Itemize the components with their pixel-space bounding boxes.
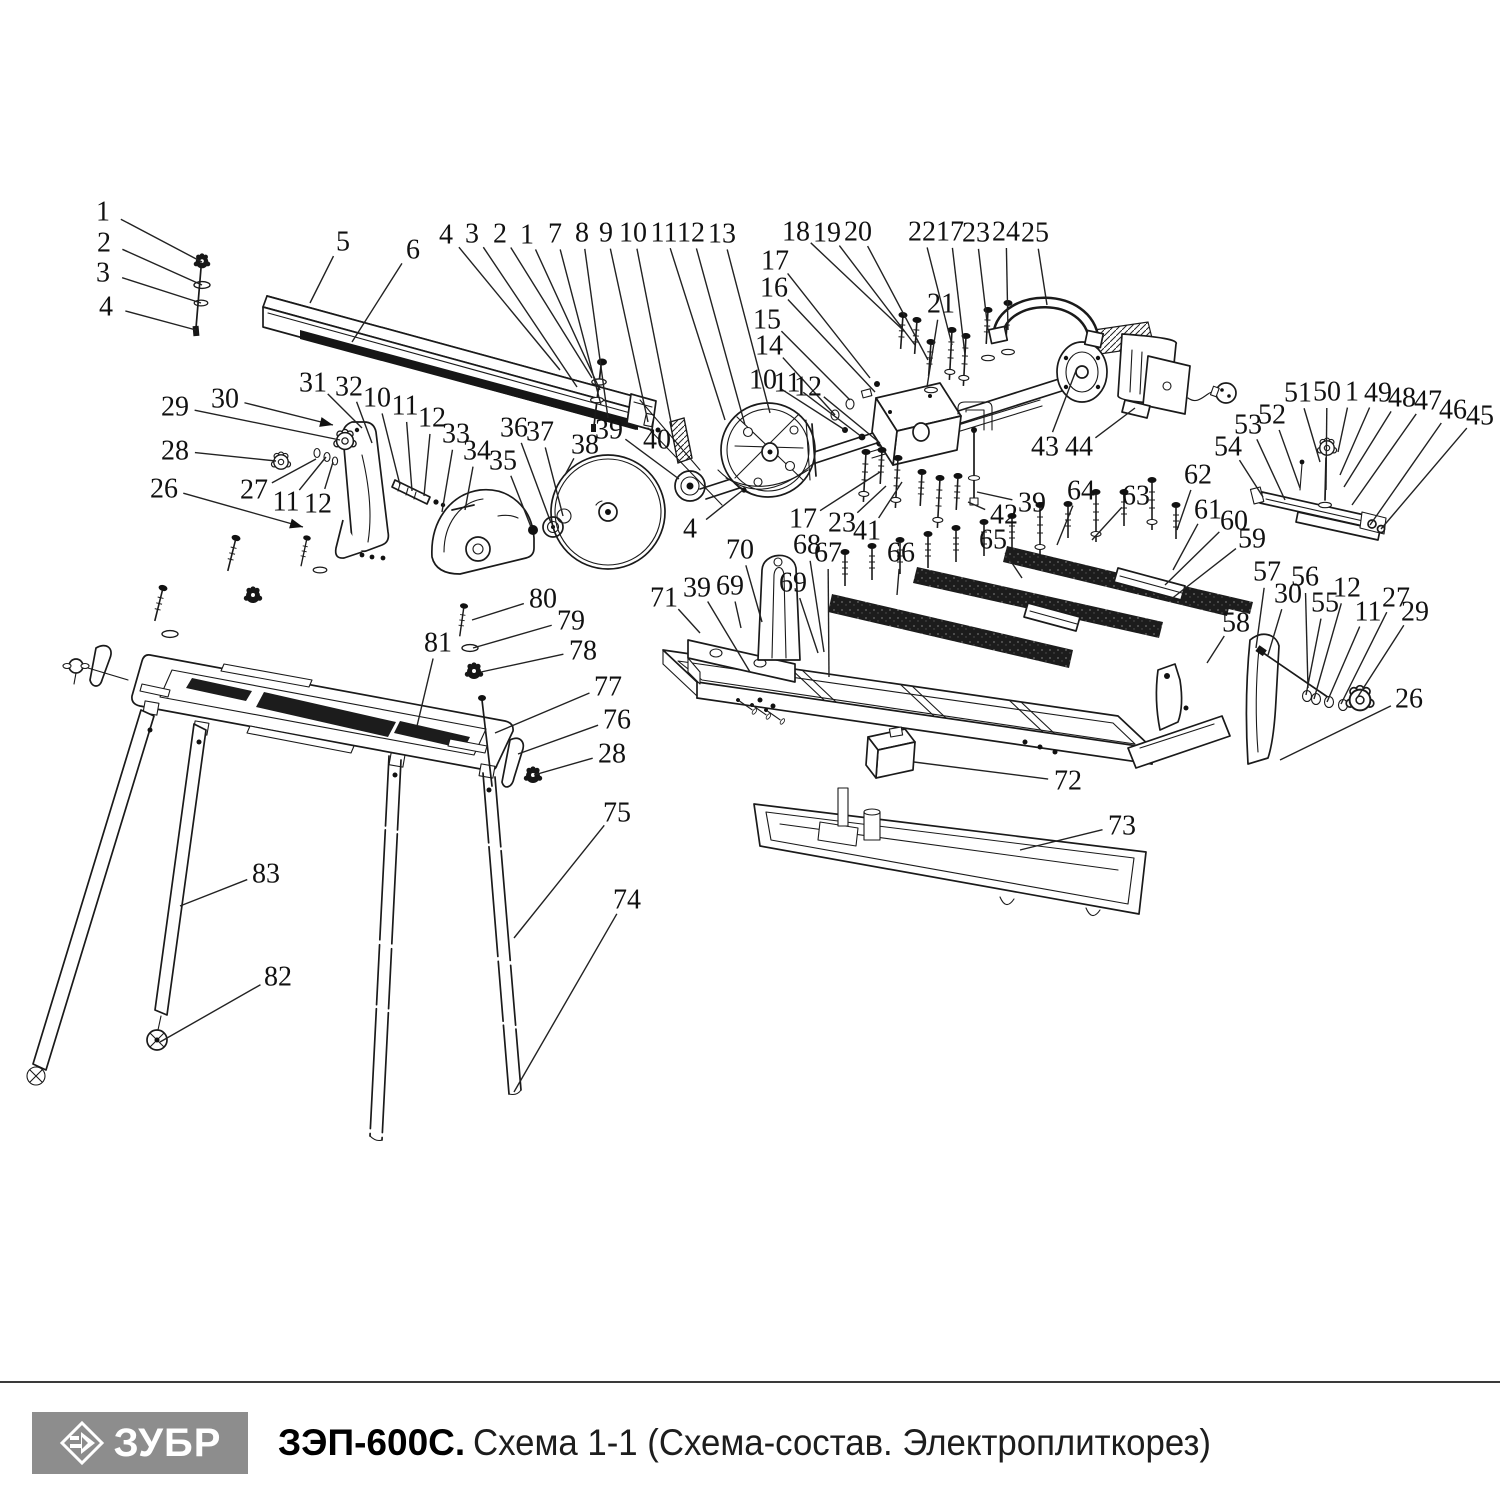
zubr-logo-icon (59, 1420, 105, 1466)
footer (0, 1381, 1500, 1502)
leader-line (800, 598, 818, 653)
callout-number: 25 (1021, 217, 1049, 249)
callout-number: 11 (1354, 596, 1382, 628)
callout-number: 12 (1333, 572, 1361, 604)
leader-line (481, 654, 563, 672)
callout-number: 70 (726, 534, 754, 566)
leader-line (868, 246, 928, 360)
callout-number: 53 (1234, 409, 1262, 441)
callout-number: 24 (992, 216, 1020, 248)
callout-number: 62 (1184, 459, 1212, 491)
leader-line (927, 320, 938, 387)
guide-rail (263, 296, 656, 430)
callout-number: 4 (683, 513, 697, 545)
right-side-plates (1128, 634, 1374, 768)
callout-number: 44 (1065, 431, 1093, 463)
callout-number: 31 (299, 367, 327, 399)
callout-number: 76 (603, 704, 631, 736)
callout-number: 27 (1382, 582, 1410, 614)
motor (1057, 322, 1236, 418)
leader-line (1340, 408, 1370, 475)
callout-number: 32 (335, 371, 363, 403)
callout-number: 26 (150, 473, 178, 505)
callout-number: 41 (853, 515, 881, 547)
callout-69 (716, 571, 744, 629)
callout-number: 63 (1122, 480, 1150, 512)
callout-number: 3 (465, 218, 479, 250)
callout-5 (310, 227, 350, 304)
leader-line (310, 256, 333, 303)
leader-line (160, 985, 260, 1042)
callout-number: 59 (1238, 523, 1266, 555)
callout-number: 4 (99, 291, 113, 323)
callout-number: 83 (252, 858, 280, 890)
carriage-arm (640, 378, 1065, 505)
callout-number: 38 (571, 429, 599, 461)
callout-number: 75 (603, 797, 631, 829)
power-plug (1210, 383, 1236, 403)
blade-flange-inner (528, 509, 571, 537)
leader-line (839, 246, 915, 345)
callout-number: 39 (1018, 487, 1046, 519)
leader-line (788, 273, 870, 378)
callout-number: 27 (240, 474, 268, 506)
schema-subtitle: Схема 1-1 (Схема-состав. Электроплиткорез) (473, 1421, 1212, 1463)
callout-number: 15 (753, 304, 781, 336)
leader-line (473, 625, 552, 648)
callout-number: 19 (813, 217, 841, 249)
leader-line (121, 219, 202, 262)
callout-number: 46 (1439, 394, 1467, 426)
callout-28 (161, 436, 276, 467)
stand-legs (27, 710, 521, 1141)
callout-6 (352, 235, 420, 343)
zubr-logo (32, 1412, 248, 1474)
callout-17 (936, 217, 965, 356)
callout-11 (392, 391, 419, 492)
callout-number: 3 (96, 257, 110, 289)
callout-number: 23 (962, 217, 990, 249)
leader-line (914, 762, 1048, 779)
callout-66 (887, 538, 915, 596)
callout-50 (1313, 377, 1341, 491)
leader-line (180, 880, 247, 906)
fence-lock-screw (193, 253, 211, 336)
callout-64 (1057, 476, 1095, 546)
callout-number: 23 (828, 507, 856, 539)
callout-74 (514, 885, 641, 1093)
leader-line (472, 604, 524, 620)
callout-number: 37 (526, 416, 554, 448)
carry-handle (989, 302, 1104, 347)
callout-number: 16 (760, 272, 788, 304)
leader-line (1381, 428, 1467, 529)
callout-number: 82 (264, 961, 292, 993)
left-clamp-knobs (271, 429, 356, 469)
callout-number: 47 (1414, 385, 1442, 417)
callout-number: 80 (529, 583, 557, 615)
callout-number: 10 (749, 364, 777, 396)
callout-number: 61 (1194, 494, 1222, 526)
leader-line (511, 247, 592, 378)
callout-number: 12 (677, 217, 705, 249)
callout-number: 11 (773, 367, 801, 399)
callout-number: 72 (1054, 765, 1082, 797)
callout-52 (1258, 400, 1300, 489)
schema-title (278, 1422, 1258, 1464)
leader-line (495, 693, 589, 733)
blade-cover-half (432, 490, 534, 574)
brand-name: ЗУБР (113, 1420, 222, 1465)
callout-number: 28 (161, 435, 189, 467)
callout-number: 42 (990, 499, 1018, 531)
callout-number: 28 (598, 738, 626, 770)
leader-line (1306, 593, 1308, 688)
callout-54 (1214, 432, 1263, 498)
callout-number: 29 (161, 391, 189, 423)
leader-line (1326, 408, 1327, 490)
blade-disc (551, 455, 665, 569)
callout-number: 68 (793, 529, 821, 561)
callout-number: 79 (557, 605, 585, 637)
leader-line (897, 569, 899, 595)
leader-line (195, 410, 340, 440)
callout-number: 2 (97, 227, 111, 259)
callout-37 (526, 417, 563, 517)
leader-line (696, 248, 745, 425)
callout-number: 49 (1364, 377, 1392, 409)
callout-number: 51 (1284, 377, 1312, 409)
callout-82 (160, 962, 292, 1043)
callout-number: 30 (211, 383, 239, 415)
callout-number: 12 (304, 488, 332, 520)
callout-number: 39 (683, 572, 711, 604)
callout-number: 11 (272, 486, 300, 518)
callout-number: 71 (650, 582, 678, 614)
leader-line (382, 413, 400, 485)
callout-number: 8 (575, 217, 589, 249)
callout-number: 58 (1222, 607, 1250, 639)
callout-number: 26 (1395, 683, 1423, 715)
callout-number: 54 (1214, 431, 1242, 463)
leader-line (857, 486, 886, 513)
leader-line (325, 462, 333, 489)
leader-line (1177, 490, 1191, 530)
callout-55 (1306, 588, 1339, 696)
leader-line (1370, 423, 1441, 525)
callout-1 (1338, 377, 1359, 453)
callout-number: 67 (814, 537, 842, 569)
callout-number: 10 (619, 217, 647, 249)
callout-12 (304, 462, 333, 520)
callout-number: 21 (927, 288, 955, 320)
leader-line (670, 248, 725, 420)
callout-25 (1021, 218, 1049, 306)
leader-line (1207, 636, 1224, 663)
leader-arrow (289, 519, 303, 529)
callout-number: 65 (979, 524, 1007, 556)
callout-number: 60 (1220, 505, 1248, 537)
callout-number: 1 (1345, 376, 1359, 408)
callout-number: 11 (650, 217, 678, 249)
callout-number: 18 (782, 216, 810, 248)
callout-number: 14 (755, 330, 783, 362)
callout-63 (1092, 481, 1150, 541)
callout-number: 29 (1401, 596, 1429, 628)
callout-number: 5 (336, 226, 350, 258)
callout-number: 69 (716, 570, 744, 602)
callout-number: 81 (424, 627, 452, 659)
callout-number: 43 (1031, 431, 1059, 463)
callout-number: 40 (643, 424, 671, 456)
callout-number: 17 (761, 245, 789, 277)
callout-number: 52 (1258, 399, 1286, 431)
callout-number: 12 (794, 371, 822, 403)
callout-number: 48 (1388, 382, 1416, 414)
callout-number: 4 (439, 219, 453, 251)
shaft-bearing (675, 471, 705, 501)
leader-line (424, 434, 430, 496)
callout-23 (962, 218, 990, 331)
leader-line (459, 247, 560, 370)
callout-number: 66 (887, 537, 915, 569)
callout-number: 50 (1313, 376, 1341, 408)
water-tray (754, 788, 1146, 916)
leader-line (1304, 408, 1320, 462)
leader-line (244, 403, 333, 425)
callout-number: 30 (1274, 578, 1302, 610)
callout-83 (180, 859, 280, 907)
callout-number: 35 (489, 445, 517, 477)
leader-line (820, 472, 880, 511)
leader-line (514, 914, 617, 1092)
callout-number: 1 (96, 196, 110, 228)
callout-number: 57 (1253, 556, 1281, 588)
leader-line (518, 725, 598, 754)
callout-58 (1207, 608, 1250, 664)
leader-line (1165, 532, 1219, 585)
leader-line (1280, 706, 1391, 760)
callout-number: 22 (908, 216, 936, 248)
callout-number: 20 (844, 216, 872, 248)
callout-number: 7 (548, 218, 562, 250)
leader-line (978, 249, 988, 330)
leader-line (677, 443, 678, 444)
callout-number: 64 (1067, 475, 1095, 507)
callout-number: 55 (1311, 587, 1339, 619)
callout-1 (96, 197, 202, 263)
callout-number: 78 (569, 635, 597, 667)
leader-line (125, 311, 196, 330)
leader-line (534, 758, 593, 775)
leader-line (514, 825, 604, 938)
callout-45 (1381, 401, 1494, 530)
leader-line (195, 453, 276, 461)
leader-line (810, 561, 824, 652)
callout-2 (97, 228, 202, 286)
callout-number: 74 (613, 884, 641, 916)
callout-number: 77 (594, 671, 622, 703)
water-pump (866, 727, 915, 778)
leader-line (828, 569, 829, 677)
callout-number: 2 (493, 218, 507, 250)
callout-number: 17 (789, 503, 817, 535)
callout-61 (1173, 495, 1222, 571)
leader-line (536, 249, 600, 390)
callout-number: 13 (708, 218, 736, 250)
leader-line (299, 457, 326, 490)
callout-number: 56 (1291, 561, 1319, 593)
callout-number: 6 (406, 234, 420, 266)
callout-number: 12 (418, 402, 446, 434)
callout-80 (472, 584, 557, 621)
callout-number: 73 (1108, 810, 1136, 842)
leader-line (735, 601, 741, 628)
callout-number: 36 (500, 412, 528, 444)
leader-line (407, 422, 412, 491)
leader-line (1057, 506, 1073, 545)
model-name: ЗЭП-600С. (278, 1421, 466, 1463)
leader-line (122, 249, 202, 285)
callout-number: 17 (936, 216, 964, 248)
callout-number: 45 (1466, 400, 1494, 432)
leader-line (1279, 430, 1300, 488)
callout-38 (565, 430, 599, 476)
callout-72 (914, 762, 1082, 797)
callout-number: 1 (520, 219, 534, 251)
leader-line (122, 278, 201, 303)
blade-guard (718, 403, 816, 497)
callout-number: 69 (779, 567, 807, 599)
leader-line (1338, 408, 1347, 452)
leader-arrow (319, 417, 333, 427)
callout-number: 10 (363, 382, 391, 414)
callout-number: 39 (595, 414, 623, 446)
leader-line (1095, 408, 1135, 438)
leader-line (746, 565, 762, 622)
callout-44 (1065, 408, 1135, 463)
callout-59 (1170, 524, 1266, 601)
callout-number: 11 (391, 390, 419, 422)
callout-75 (514, 798, 631, 939)
callout-number: 34 (463, 435, 491, 467)
callout-29 (161, 392, 340, 441)
leader-line (678, 609, 700, 633)
callout-number: 9 (599, 217, 613, 249)
callout-number: 33 (442, 418, 470, 450)
